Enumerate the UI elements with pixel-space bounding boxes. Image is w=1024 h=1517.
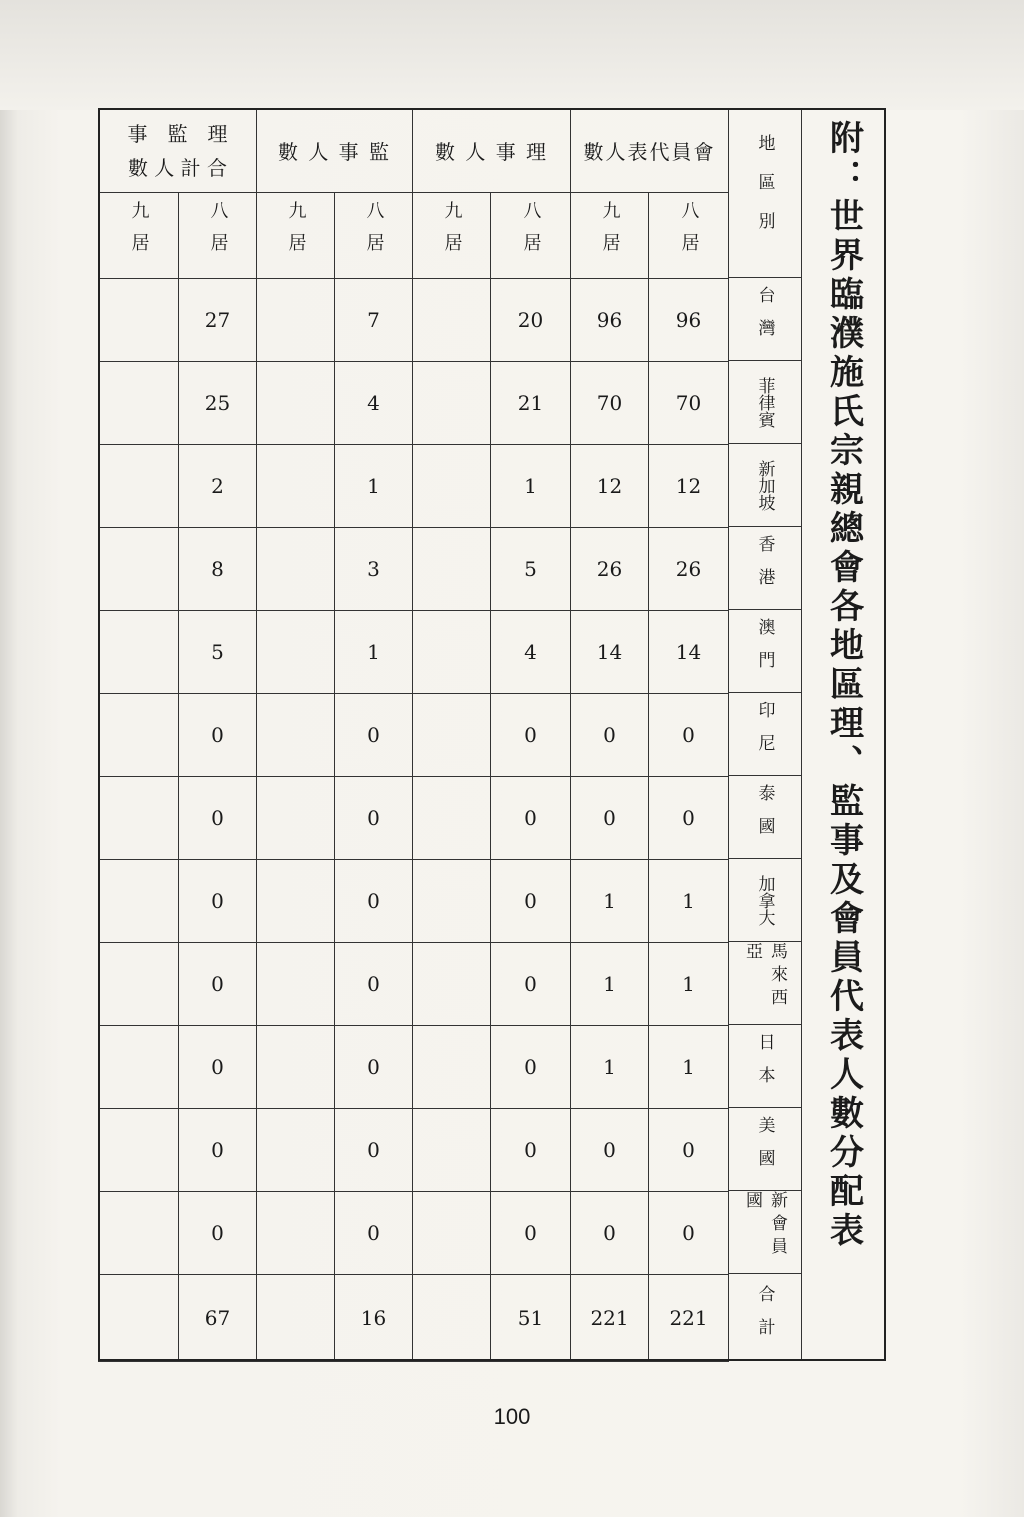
reps-eighth-cell: 1	[649, 943, 729, 1026]
region-cell: 印尼	[729, 693, 801, 776]
reps-eighth-cell: 96	[649, 279, 729, 362]
region-cell: 日本	[729, 1025, 801, 1108]
region-cell: 台灣	[729, 278, 801, 361]
header-ninth: 九居	[257, 193, 335, 279]
header-eighth: 八居	[649, 193, 729, 279]
directors-eighth-cell: 0	[491, 694, 571, 777]
total-eighth-cell: 0	[179, 1026, 257, 1109]
supervisors-eighth-cell: 3	[335, 528, 413, 611]
region-cell: 新會員國	[729, 1191, 801, 1274]
reps-ninth-cell: 1	[571, 860, 649, 943]
header-eighth: 八居	[335, 193, 413, 279]
directors-eighth-cell: 0	[491, 943, 571, 1026]
total-eighth-cell: 5	[179, 611, 257, 694]
header-supervisors: 數 人 事 監	[257, 109, 413, 193]
directors-eighth-cell: 20	[491, 279, 571, 362]
table-frame	[98, 108, 886, 1361]
region-cell: 菲律賓	[729, 361, 801, 444]
supervisors-eighth-cell: 7	[335, 279, 413, 362]
total-eighth-cell: 2	[179, 445, 257, 528]
total-eighth-cell: 0	[179, 943, 257, 1026]
supervisors-eighth-cell: 1	[335, 445, 413, 528]
region-cell: 加拿大	[729, 859, 801, 942]
directors-eighth-cell: 0	[491, 777, 571, 860]
directors-eighth-cell: 0	[491, 1026, 571, 1109]
directors-eighth-cell: 51	[491, 1275, 571, 1362]
directors-eighth-cell: 0	[491, 1109, 571, 1192]
total-eighth-cell: 0	[179, 694, 257, 777]
header-eighth: 八居	[491, 193, 571, 279]
header-representatives: 數人表代員會	[571, 109, 729, 193]
directors-eighth-cell: 4	[491, 611, 571, 694]
header-ninth: 九居	[571, 193, 649, 279]
reps-ninth-cell: 0	[571, 1109, 649, 1192]
region-cell: 香港	[729, 527, 801, 610]
reps-eighth-cell: 221	[649, 1275, 729, 1362]
total-eighth-cell: 0	[179, 1192, 257, 1275]
reps-ninth-cell: 1	[571, 1026, 649, 1109]
header-eighth: 八居	[179, 193, 257, 279]
region-cell: 美國	[729, 1108, 801, 1191]
reps-eighth-cell: 70	[649, 362, 729, 445]
reps-eighth-cell: 0	[649, 1192, 729, 1275]
reps-ninth-cell: 221	[571, 1275, 649, 1362]
supervisors-eighth-cell: 0	[335, 1109, 413, 1192]
region-cell-total: 合計	[754, 1284, 775, 1351]
directors-eighth-cell: 1	[491, 445, 571, 528]
supervisors-eighth-cell: 0	[335, 694, 413, 777]
total-eighth-cell: 0	[179, 1109, 257, 1192]
reps-ninth-cell: 14	[571, 611, 649, 694]
supervisors-eighth-cell: 4	[335, 362, 413, 445]
directors-eighth-cell: 0	[491, 1192, 571, 1275]
reps-eighth-cell: 0	[649, 777, 729, 860]
header-total-line2: 數 人 計 合	[127, 155, 228, 180]
reps-ninth-cell: 26	[571, 528, 649, 611]
header-ninth: 九居	[99, 193, 179, 279]
total-eighth-cell: 25	[179, 362, 257, 445]
directors-eighth-cell: 0	[491, 860, 571, 943]
reps-ninth-cell: 70	[571, 362, 649, 445]
page-top-shadow	[0, 0, 1024, 110]
reps-eighth-cell: 0	[649, 694, 729, 777]
total-eighth-cell: 8	[179, 528, 257, 611]
reps-eighth-cell: 26	[649, 528, 729, 611]
directors-eighth-cell: 21	[491, 362, 571, 445]
reps-ninth-cell: 96	[571, 279, 649, 362]
supervisors-eighth-cell: 0	[335, 1026, 413, 1109]
total-eighth-cell: 0	[179, 777, 257, 860]
reps-eighth-cell: 1	[649, 860, 729, 943]
reps-ninth-cell: 1	[571, 943, 649, 1026]
page-number: 100	[493, 1404, 531, 1429]
supervisors-eighth-cell: 0	[335, 1192, 413, 1275]
reps-ninth-cell: 0	[571, 694, 649, 777]
region-cell: 泰國	[729, 776, 801, 859]
reps-ninth-cell: 0	[571, 1192, 649, 1275]
region-cell: 澳門	[729, 610, 801, 693]
total-eighth-cell: 67	[179, 1275, 257, 1362]
region-cell: 馬來西亞	[729, 942, 801, 1025]
header-total-line1: 事 監 理	[127, 121, 228, 146]
header-ninth: 九居	[413, 193, 491, 279]
supervisors-eighth-cell: 0	[335, 860, 413, 943]
reps-eighth-cell: 12	[649, 445, 729, 528]
total-eighth-cell: 0	[179, 860, 257, 943]
supervisors-eighth-cell: 1	[335, 611, 413, 694]
reps-ninth-cell: 0	[571, 777, 649, 860]
total-eighth-cell: 27	[179, 279, 257, 362]
reps-eighth-cell: 0	[649, 1109, 729, 1192]
supervisors-eighth-cell: 16	[335, 1275, 413, 1362]
directors-eighth-cell: 5	[491, 528, 571, 611]
header-directors: 數 人 事 理	[413, 109, 571, 193]
region-cell: 新加坡	[729, 444, 801, 527]
supervisors-eighth-cell: 0	[335, 943, 413, 1026]
reps-ninth-cell: 12	[571, 445, 649, 528]
page-title: 附：世界臨濮施氏宗親總會各地區理、監事及會員代表人數分配表	[823, 120, 864, 1251]
supervisors-eighth-cell: 0	[335, 777, 413, 860]
reps-eighth-cell: 14	[649, 611, 729, 694]
reps-eighth-cell: 1	[649, 1026, 729, 1109]
region-header: 地區別	[729, 108, 801, 278]
